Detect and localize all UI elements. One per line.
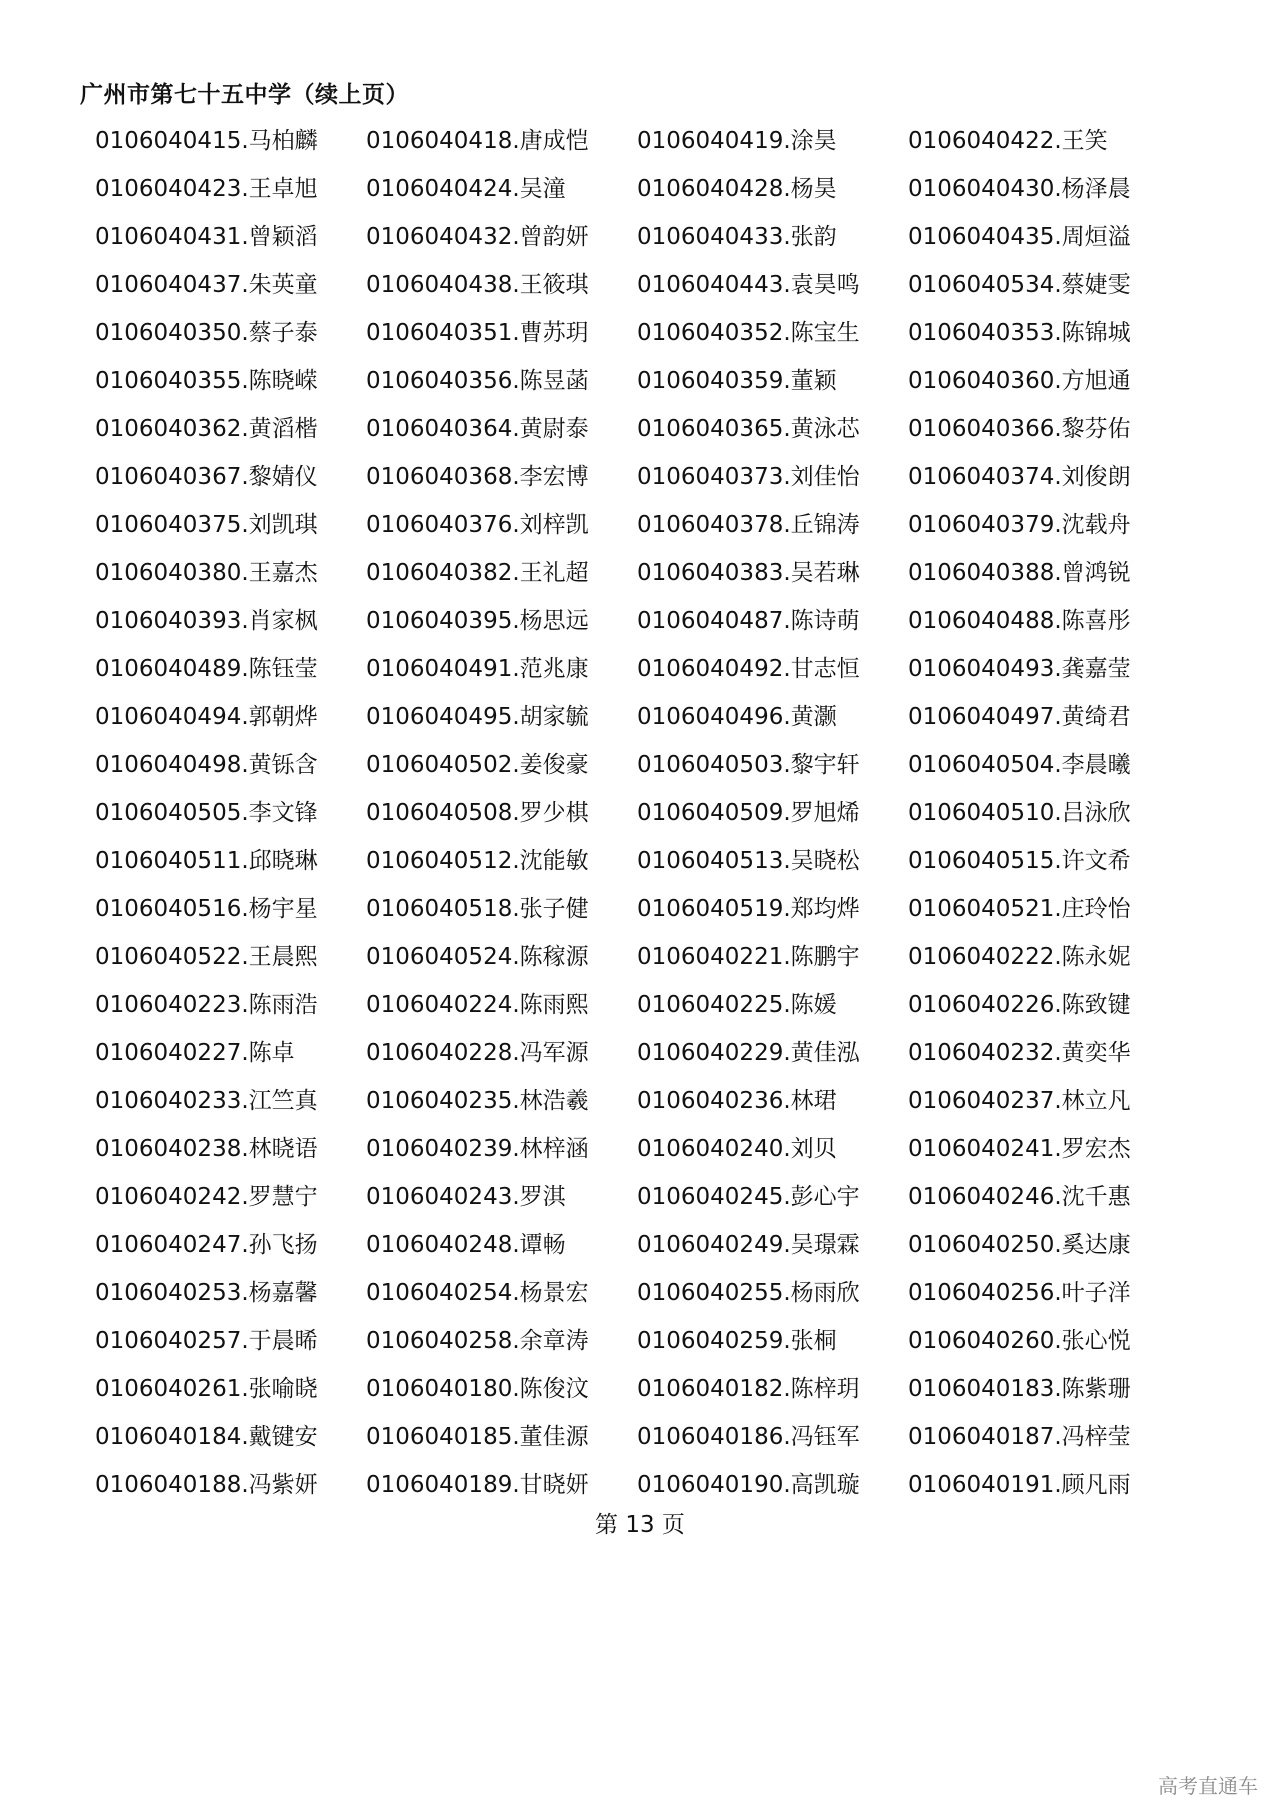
list-item: 0106040435.周烜溢 [908, 224, 1131, 250]
list-item: 0106040430.杨泽晨 [908, 176, 1131, 202]
list-item: 0106040223.陈雨浩 [95, 992, 318, 1018]
list-item: 0106040491.范兆康 [366, 656, 589, 682]
list-item: 0106040496.黄灏 [637, 704, 837, 730]
list-item: 0106040487.陈诗萌 [637, 608, 860, 634]
list-item: 0106040365.黄泳芯 [637, 416, 860, 442]
list-item: 0106040502.姜俊豪 [366, 752, 589, 778]
list-item: 0106040534.蔡婕雯 [908, 272, 1131, 298]
name-list [95, 122, 1135, 1514]
list-item: 0106040497.黄绮君 [908, 704, 1131, 730]
list-item: 0106040433.张韵 [637, 224, 837, 250]
list-item: 0106040380.王嘉杰 [95, 560, 318, 586]
list-item: 0106040519.郑均烨 [637, 896, 860, 922]
list-item: 0106040494.郭朝烨 [95, 704, 318, 730]
list-item: 0106040359.董颖 [637, 368, 837, 394]
list-item: 0106040375.刘凯琪 [95, 512, 318, 538]
list-item: 0106040238.林晓语 [95, 1136, 318, 1162]
list-item: 0106040512.沈能敏 [366, 848, 589, 874]
list-item: 0106040418.唐成恺 [366, 128, 589, 154]
list-item: 0106040257.于晨晞 [95, 1328, 318, 1354]
list-item: 0106040248.谭畅 [366, 1232, 566, 1258]
list-item: 0106040503.黎宇轩 [637, 752, 860, 778]
list-item: 0106040191.顾凡雨 [908, 1472, 1131, 1498]
list-item: 0106040235.林浩羲 [366, 1088, 589, 1114]
list-item: 0106040374.刘俊朗 [908, 464, 1131, 490]
list-item: 0106040249.吴璟霖 [637, 1232, 860, 1258]
list-item: 0106040522.王晨熙 [95, 944, 318, 970]
list-item: 0106040242.罗慧宁 [95, 1184, 318, 1210]
list-item: 0106040229.黄佳泓 [637, 1040, 860, 1066]
list-item: 0106040432.曾韵妍 [366, 224, 589, 250]
list-item: 0106040355.陈晓嵘 [95, 368, 318, 394]
list-item: 0106040222.陈永妮 [908, 944, 1131, 970]
list-item: 0106040508.罗少棋 [366, 800, 589, 826]
list-item: 0106040351.曹苏玥 [366, 320, 589, 346]
list-item: 0106040258.余章涛 [366, 1328, 589, 1354]
list-item: 0106040221.陈鹏宇 [637, 944, 860, 970]
watermark-text: 高考直通车 [1158, 1774, 1258, 1798]
list-item: 0106040378.丘锦涛 [637, 512, 860, 538]
list-item: 0106040388.曾鸿锐 [908, 560, 1131, 586]
list-item: 0106040424.吴潼 [366, 176, 566, 202]
list-item: 0106040422.王笑 [908, 128, 1108, 154]
list-item: 0106040187.冯梓莹 [908, 1424, 1131, 1450]
list-item: 0106040376.刘梓凯 [366, 512, 589, 538]
list-item: 0106040382.王礼超 [366, 560, 589, 586]
list-item: 0106040240.刘贝 [637, 1136, 837, 1162]
list-item: 0106040509.罗旭烯 [637, 800, 860, 826]
list-item: 0106040352.陈宝生 [637, 320, 860, 346]
list-item: 0106040362.黄滔楷 [95, 416, 318, 442]
list-item: 0106040393.肖家枫 [95, 608, 318, 634]
list-item: 0106040239.林梓涵 [366, 1136, 589, 1162]
list-item: 0106040360.方旭通 [908, 368, 1131, 394]
list-item: 0106040495.胡家毓 [366, 704, 589, 730]
list-item: 0106040498.黄铄含 [95, 752, 318, 778]
list-item: 0106040511.邱晓琳 [95, 848, 318, 874]
list-item: 0106040383.吴若琳 [637, 560, 860, 586]
list-item: 0106040254.杨景宏 [366, 1280, 589, 1306]
list-item: 0106040350.蔡子泰 [95, 320, 318, 346]
list-item: 0106040186.冯钰军 [637, 1424, 860, 1450]
list-item: 0106040438.王筱琪 [366, 272, 589, 298]
list-item: 0106040513.吴晓松 [637, 848, 860, 874]
list-item: 0106040515.许文希 [908, 848, 1131, 874]
list-item: 0106040180.陈俊汶 [366, 1376, 589, 1402]
list-item: 0106040256.叶子洋 [908, 1280, 1131, 1306]
list-item: 0106040510.吕泳欣 [908, 800, 1131, 826]
list-item: 0106040228.冯军源 [366, 1040, 589, 1066]
list-item: 0106040250.奚达康 [908, 1232, 1131, 1258]
list-item: 0106040518.张子健 [366, 896, 589, 922]
list-item: 0106040489.陈钰莹 [95, 656, 318, 682]
list-item: 0106040190.高凯璇 [637, 1472, 860, 1498]
list-item: 0106040243.罗淇 [366, 1184, 566, 1210]
list-item: 0106040253.杨嘉馨 [95, 1280, 318, 1306]
list-item: 0106040226.陈致键 [908, 992, 1131, 1018]
list-item: 0106040236.林珺 [637, 1088, 837, 1114]
list-item: 0106040493.龚嘉莹 [908, 656, 1131, 682]
list-item: 0106040255.杨雨欣 [637, 1280, 860, 1306]
list-item: 0106040241.罗宏杰 [908, 1136, 1131, 1162]
list-item: 0106040227.陈卓 [95, 1040, 295, 1066]
list-item: 0106040233.江竺真 [95, 1088, 318, 1114]
list-item: 0106040367.黎婧仪 [95, 464, 318, 490]
list-item: 0106040505.李文锋 [95, 800, 318, 826]
list-item: 0106040504.李晨曦 [908, 752, 1131, 778]
list-item: 0106040366.黎芬佑 [908, 416, 1131, 442]
list-item: 0106040364.黄尉泰 [366, 416, 589, 442]
list-item: 0106040246.沈千惠 [908, 1184, 1131, 1210]
list-item: 0106040245.彭心宇 [637, 1184, 860, 1210]
list-item: 0106040182.陈梓玥 [637, 1376, 860, 1402]
list-item: 0106040395.杨思远 [366, 608, 589, 634]
list-item: 0106040185.董佳源 [366, 1424, 589, 1450]
list-item: 0106040189.甘晓妍 [366, 1472, 589, 1498]
list-item: 0106040492.甘志恒 [637, 656, 860, 682]
list-item: 0106040437.朱英童 [95, 272, 318, 298]
list-item: 0106040259.张桐 [637, 1328, 837, 1354]
list-item: 0106040188.冯紫妍 [95, 1472, 318, 1498]
page-number: 第 13 页 [595, 1512, 685, 1538]
list-item: 0106040224.陈雨熙 [366, 992, 589, 1018]
list-item: 0106040184.戴键安 [95, 1424, 318, 1450]
list-item: 0106040488.陈喜彤 [908, 608, 1131, 634]
list-item: 0106040260.张心悦 [908, 1328, 1131, 1354]
list-item: 0106040419.涂昊 [637, 128, 837, 154]
list-item: 0106040415.马柏麟 [95, 128, 318, 154]
list-item: 0106040353.陈锦城 [908, 320, 1131, 346]
list-item: 0106040356.陈昱菡 [366, 368, 589, 394]
list-item: 0106040237.林立凡 [908, 1088, 1131, 1114]
list-item: 0106040431.曾颖滔 [95, 224, 318, 250]
list-item: 0106040521.庄玲怡 [908, 896, 1131, 922]
list-item: 0106040443.袁昊鸣 [637, 272, 860, 298]
list-item: 0106040368.李宏博 [366, 464, 589, 490]
list-item: 0106040247.孙飞扬 [95, 1232, 318, 1258]
page-title: 广州市第七十五中学（续上页） [80, 82, 409, 108]
list-item: 0106040232.黄奕华 [908, 1040, 1131, 1066]
list-item: 0106040183.陈紫珊 [908, 1376, 1131, 1402]
list-item: 0106040428.杨昊 [637, 176, 837, 202]
list-item: 0106040373.刘佳怡 [637, 464, 860, 490]
list-item: 0106040516.杨宇星 [95, 896, 318, 922]
list-item: 0106040423.王卓旭 [95, 176, 318, 202]
list-item: 0106040261.张喻晓 [95, 1376, 318, 1402]
list-item: 0106040225.陈媛 [637, 992, 837, 1018]
list-item: 0106040379.沈载舟 [908, 512, 1131, 538]
list-item: 0106040524.陈稼源 [366, 944, 589, 970]
